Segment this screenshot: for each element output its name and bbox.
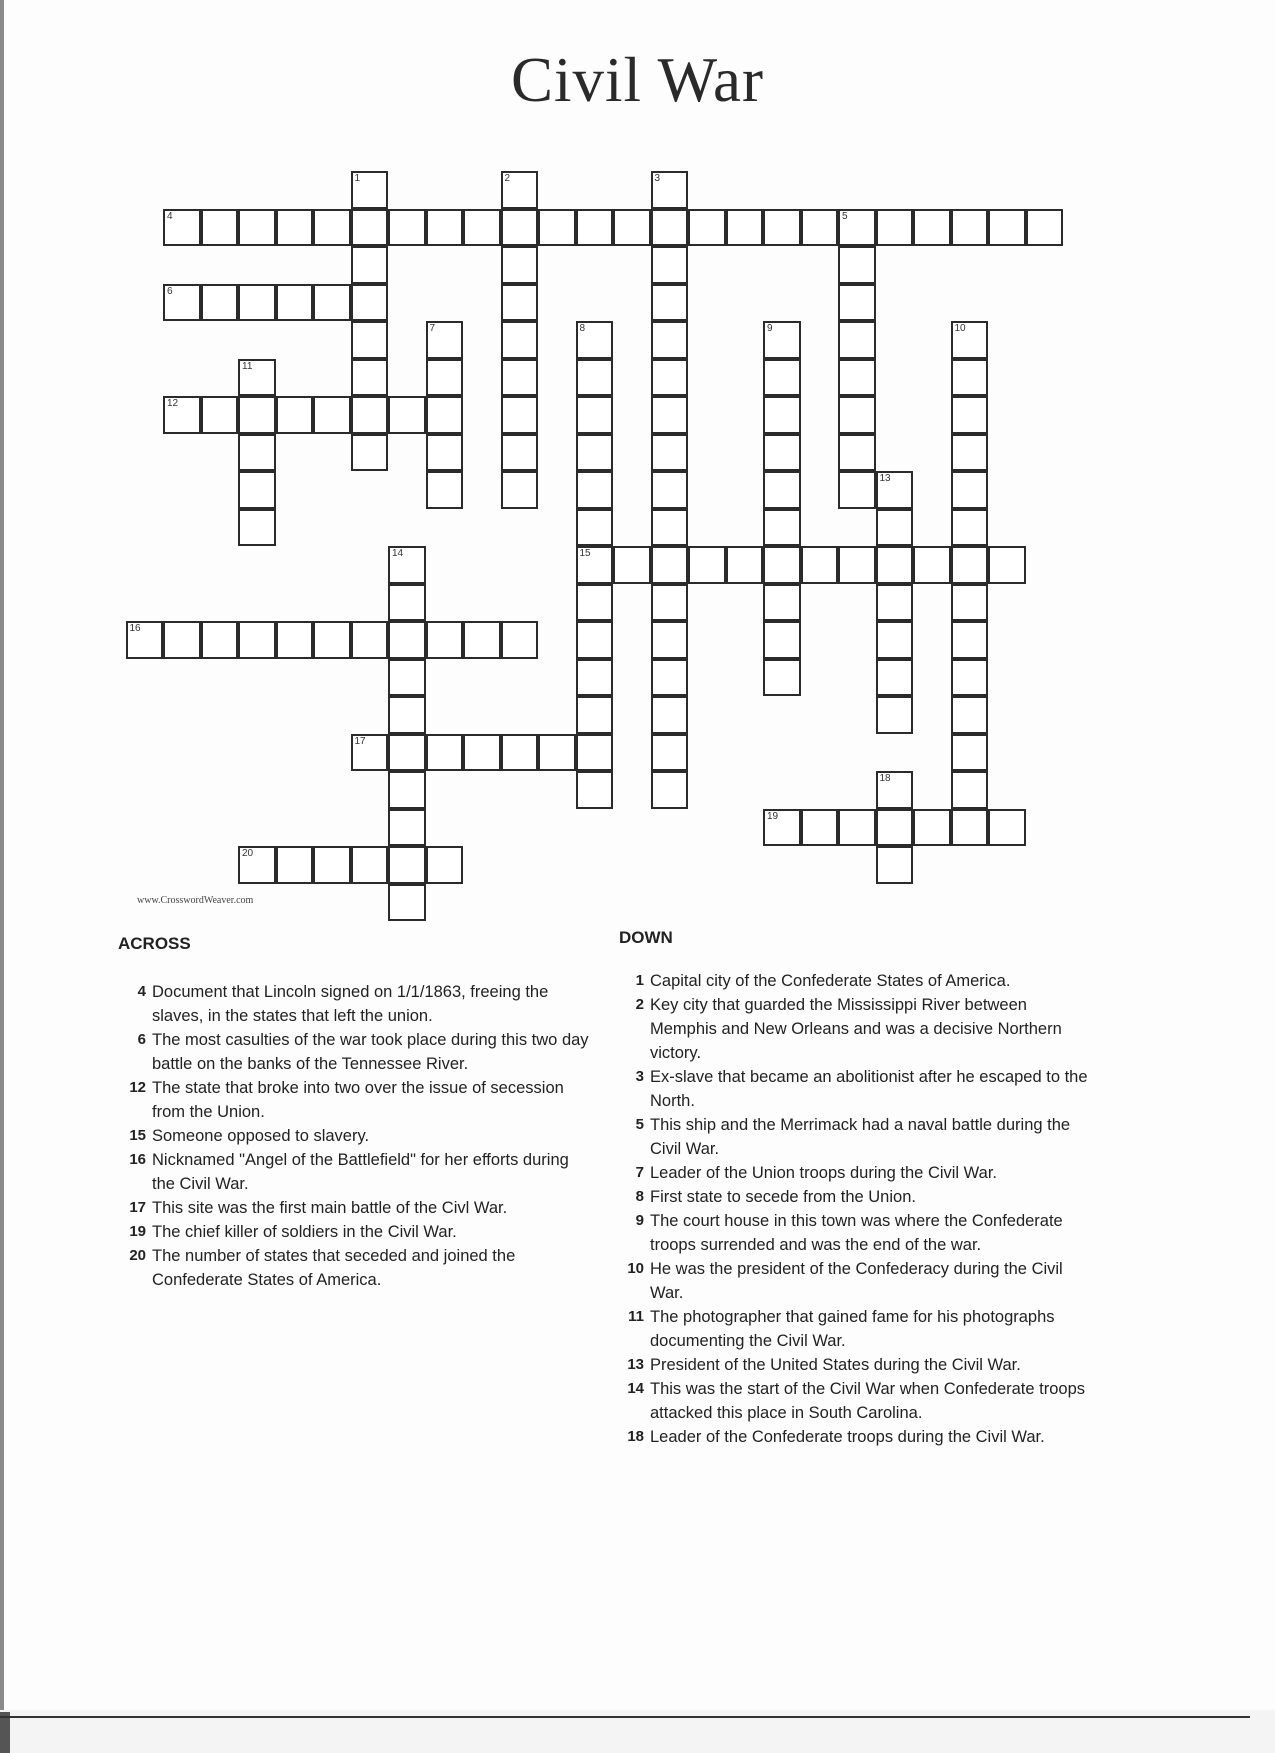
clue-text: Ex-slave that became an abolitionist after he escaped to the North. (650, 1068, 1088, 1110)
grid-cell[interactable] (763, 659, 801, 697)
clue-number: 8 (635, 1188, 644, 1205)
down-clue (618, 1425, 1096, 1449)
grid-cell[interactable] (201, 284, 239, 322)
grid-cell[interactable] (313, 284, 351, 322)
grid-cell[interactable] (276, 396, 314, 434)
grid-cell[interactable] (163, 621, 201, 659)
clue-number-label: 9 (767, 323, 773, 334)
clue-number-label: 2 (504, 173, 511, 184)
grid-cell[interactable] (201, 621, 239, 659)
clue-text: The chief killer of soldiers in the Civil War. (152, 1223, 457, 1241)
clue-number-label: 3 (654, 173, 661, 184)
grid-cell[interactable] (726, 546, 764, 584)
grid-cell[interactable] (163, 209, 201, 247)
clue-text: The most casulties of the war took place during this two day battle on the banks of the Tennessee River. (152, 1031, 589, 1073)
grid-cell[interactable] (763, 546, 801, 584)
grid-cell[interactable] (351, 621, 389, 659)
grid-cell[interactable] (651, 471, 689, 509)
clue-number: 11 (628, 1308, 644, 1325)
grid-cell[interactable] (388, 584, 426, 622)
grid-cell[interactable] (951, 659, 989, 697)
clue-number: 1 (635, 972, 644, 989)
grid-cell[interactable] (801, 809, 839, 847)
grid-cell[interactable] (576, 434, 614, 472)
clue-number: 10 (627, 1260, 644, 1277)
grid-cell[interactable] (651, 584, 689, 622)
grid-cell[interactable] (951, 321, 989, 359)
clue-text: Key city that guarded the Mississippi River between Memphis and New Orleans and was a decisive Northern victory. (650, 996, 1062, 1062)
grid-cell[interactable] (388, 659, 426, 697)
clue-text: Document that Lincoln signed on 1/1/1863, freeing the slaves, in the states that left the union. (152, 983, 549, 1025)
grid-cell[interactable] (501, 246, 539, 284)
grid-cell[interactable] (651, 209, 689, 247)
grid-cell[interactable] (838, 321, 876, 359)
clue-text: The number of states that seceded and joined the Confederate States of America. (152, 1247, 516, 1289)
grid-cell[interactable] (576, 734, 614, 772)
down-clue (618, 1377, 1096, 1425)
clue-number-label: 14 (392, 548, 404, 559)
grid-cell[interactable] (651, 246, 689, 284)
grid-cell[interactable] (351, 396, 389, 434)
clue-number: 2 (635, 996, 644, 1013)
grid-cell[interactable] (201, 209, 239, 247)
clue-number: 6 (137, 1031, 146, 1048)
grid-cell[interactable] (838, 809, 876, 847)
grid-cell[interactable] (651, 621, 689, 659)
grid-cell[interactable] (388, 809, 426, 847)
grid-cell[interactable] (726, 209, 764, 247)
clue-number-label: 17 (354, 735, 366, 747)
grid-cell[interactable] (576, 546, 614, 584)
down-clue (618, 1185, 1096, 1209)
down-clue (618, 1353, 1096, 1377)
grid-cell[interactable] (238, 284, 276, 322)
clue-number-label: 5 (842, 210, 848, 222)
grid-cell[interactable] (538, 734, 576, 772)
across-clue (120, 1196, 590, 1220)
grid-cell[interactable] (876, 621, 914, 659)
grid-cell[interactable] (238, 846, 276, 884)
grid-cell[interactable] (651, 434, 689, 472)
grid-cell[interactable] (613, 209, 651, 247)
scan-bottom-bar (0, 1712, 1275, 1753)
grid-cell[interactable] (951, 359, 989, 397)
grid-cell[interactable] (576, 209, 614, 247)
grid-cell[interactable] (688, 209, 726, 247)
clue-number-label: 13 (879, 473, 891, 484)
grid-cell[interactable] (388, 846, 426, 884)
grid-cell[interactable] (763, 509, 801, 547)
grid-cell[interactable] (201, 396, 239, 434)
grid-cell[interactable] (651, 321, 689, 359)
grid-cell[interactable] (876, 546, 914, 584)
grid-cell[interactable] (576, 621, 614, 659)
grid-cell[interactable] (951, 396, 989, 434)
down-clue (618, 1305, 1096, 1353)
grid-cell[interactable] (951, 209, 989, 247)
grid-cell[interactable] (763, 809, 801, 847)
grid-cell[interactable] (238, 509, 276, 547)
down-clue (618, 1257, 1096, 1305)
grid-cell[interactable] (276, 209, 314, 247)
clue-text: Someone opposed to slavery. (152, 1127, 370, 1145)
grid-cell[interactable] (238, 209, 276, 247)
grid-cell[interactable] (388, 884, 426, 922)
down-heading: DOWN (619, 928, 673, 947)
grid-cell[interactable] (501, 621, 539, 659)
grid-cell[interactable] (388, 621, 426, 659)
grid-cell[interactable] (238, 471, 276, 509)
grid-cell[interactable] (876, 771, 914, 809)
grid-cell[interactable] (426, 209, 464, 247)
clue-number-label: 6 (167, 285, 173, 297)
grid-cell[interactable] (838, 284, 876, 322)
grid-cell[interactable] (651, 696, 689, 734)
grid-cell[interactable] (351, 209, 389, 247)
grid-cell[interactable] (276, 621, 314, 659)
grid-cell[interactable] (951, 509, 989, 547)
grid-cell[interactable] (988, 546, 1026, 584)
clue-number: 17 (129, 1199, 146, 1216)
grid-cell[interactable] (876, 659, 914, 697)
clue-number: 20 (129, 1247, 146, 1264)
clue-number-label: 20 (242, 848, 254, 859)
grid-cell[interactable] (501, 434, 539, 472)
clue-number-label: 1 (354, 173, 361, 184)
grid-cell[interactable] (951, 771, 989, 809)
grid-cell[interactable] (988, 809, 1026, 847)
clue-number: 7 (635, 1164, 644, 1181)
grid-cell[interactable] (913, 209, 951, 247)
bottom-rule (0, 1716, 1250, 1718)
clue-number: 5 (635, 1116, 644, 1133)
across-heading: ACROSS (118, 934, 191, 953)
down-clue (618, 993, 1096, 1065)
clue-number-label: 8 (579, 323, 586, 334)
clue-text: This was the start of the Civil War when Confederate troops attacked this place in South Carolina. (650, 1380, 1085, 1422)
grid-cell[interactable] (238, 434, 276, 472)
grid-cell[interactable] (763, 584, 801, 622)
grid-cell[interactable] (951, 471, 989, 509)
grid-cell[interactable] (463, 734, 501, 772)
grid-cell[interactable] (576, 584, 614, 622)
grid-cell[interactable] (801, 546, 839, 584)
grid-cell[interactable] (838, 546, 876, 584)
grid-cell[interactable] (876, 696, 914, 734)
grid-cell[interactable] (838, 359, 876, 397)
clue-number-label: 16 (129, 623, 141, 634)
grid-cell[interactable] (838, 209, 876, 247)
grid-cell[interactable] (351, 321, 389, 359)
grid-cell[interactable] (463, 621, 501, 659)
clue-text: This ship and the Merrimack had a naval battle during the Civil War. (650, 1116, 1071, 1158)
across-clue-list (120, 980, 590, 1292)
grid-cell[interactable] (838, 471, 876, 509)
clue-text: The state that broke into two over the issue of secession from the Union. (152, 1079, 564, 1121)
grid-cell[interactable] (763, 434, 801, 472)
grid-cell[interactable] (876, 809, 914, 847)
clue-text: Capital city of the Confederate States of America. (650, 972, 1011, 990)
grid-cell[interactable] (651, 546, 689, 584)
clue-number: 18 (627, 1428, 644, 1445)
clue-number: 15 (129, 1127, 146, 1144)
down-clue (618, 1161, 1096, 1185)
clue-number-label: 19 (767, 810, 779, 822)
grid-cell[interactable] (876, 209, 914, 247)
clue-text: President of the United States during the Civil War. (650, 1356, 1021, 1374)
grid-cell[interactable] (388, 771, 426, 809)
clue-text: He was the president of the Confederacy during the Civil War. (650, 1260, 1063, 1302)
down-clue (618, 969, 1096, 993)
down-clue (618, 1113, 1096, 1161)
grid-cell[interactable] (651, 171, 689, 209)
clue-number-label: 12 (167, 398, 179, 409)
clue-text: Leader of the Confederate troops during the Civil War. (650, 1428, 1045, 1446)
grid-cell[interactable] (351, 171, 389, 209)
grid-cell[interactable] (1026, 209, 1064, 247)
grid-cell[interactable] (838, 434, 876, 472)
grid-cell[interactable] (876, 846, 914, 884)
grid-cell[interactable] (426, 434, 464, 472)
grid-cell[interactable] (501, 734, 539, 772)
grid-cell[interactable] (501, 359, 539, 397)
grid-cell[interactable] (501, 321, 539, 359)
grid-cell[interactable] (426, 846, 464, 884)
grid-cell[interactable] (613, 546, 651, 584)
grid-cell[interactable] (238, 621, 276, 659)
grid-cell[interactable] (951, 584, 989, 622)
grid-cell[interactable] (651, 659, 689, 697)
grid-cell[interactable] (763, 321, 801, 359)
grid-cell[interactable] (988, 209, 1026, 247)
grid-cell[interactable] (313, 621, 351, 659)
grid-cell[interactable] (463, 209, 501, 247)
grid-cell[interactable] (576, 509, 614, 547)
clue-number: 14 (627, 1380, 644, 1397)
clue-number-label: 4 (167, 210, 173, 222)
across-clue (120, 1028, 590, 1076)
grid-cell[interactable] (576, 396, 614, 434)
grid-cell[interactable] (801, 209, 839, 247)
grid-cell[interactable] (351, 734, 389, 772)
grid-cell[interactable] (951, 809, 989, 847)
clue-number: 16 (129, 1151, 146, 1168)
grid-cell[interactable] (388, 396, 426, 434)
grid-cell[interactable] (651, 396, 689, 434)
grid-cell[interactable] (651, 771, 689, 809)
grid-cell[interactable] (351, 359, 389, 397)
clue-number: 13 (627, 1356, 644, 1373)
clue-number: 19 (129, 1223, 146, 1240)
clue-number: 9 (635, 1212, 644, 1229)
grid-cell[interactable] (501, 471, 539, 509)
grid-cell[interactable] (351, 246, 389, 284)
grid-cell[interactable] (351, 284, 389, 322)
clue-number-label: 18 (879, 773, 891, 784)
grid-cell[interactable] (763, 396, 801, 434)
grid-cell[interactable] (763, 209, 801, 247)
grid-cell[interactable] (426, 396, 464, 434)
grid-cell[interactable] (426, 734, 464, 772)
grid-cell[interactable] (501, 209, 539, 247)
clue-number: 12 (129, 1079, 146, 1096)
grid-cell[interactable] (238, 396, 276, 434)
grid-cell[interactable] (163, 396, 201, 434)
grid-cell[interactable] (163, 284, 201, 322)
clue-number: 3 (635, 1068, 644, 1085)
grid-cell[interactable] (388, 734, 426, 772)
grid-cell[interactable] (876, 584, 914, 622)
clue-number-label: 7 (429, 323, 436, 334)
page-title: Civil War (510, 45, 764, 115)
grid-cell[interactable] (951, 734, 989, 772)
grid-cell[interactable] (651, 359, 689, 397)
grid-cell[interactable] (126, 621, 164, 659)
across-clue (120, 1076, 590, 1124)
grid-cell[interactable] (951, 434, 989, 472)
clue-text: This site was the first main battle of the Civl War. (152, 1199, 508, 1217)
grid-cell[interactable] (576, 696, 614, 734)
grid-cell[interactable] (651, 734, 689, 772)
clue-text: The photographer that gained fame for his photographs documenting the Civil War. (650, 1308, 1055, 1350)
grid-cell[interactable] (951, 621, 989, 659)
grid-cell[interactable] (951, 696, 989, 734)
grid-cell[interactable] (876, 471, 914, 509)
clue-number: 4 (137, 983, 146, 1000)
clue-number-label: 15 (579, 548, 591, 559)
across-clue (120, 1244, 590, 1292)
grid-cell[interactable] (426, 359, 464, 397)
source-credit: www.CrosswordWeaver.com (137, 895, 254, 906)
grid-cell[interactable] (576, 771, 614, 809)
grid-cell[interactable] (276, 846, 314, 884)
grid-cell[interactable] (576, 359, 614, 397)
across-clue (120, 1220, 590, 1244)
grid-cell[interactable] (651, 284, 689, 322)
grid-cell[interactable] (576, 659, 614, 697)
clue-text: The court house in this town was where the Confederate troops surrended and was the end of the war. (650, 1212, 1063, 1254)
grid-cell[interactable] (576, 471, 614, 509)
grid-cell[interactable] (313, 209, 351, 247)
across-clue (120, 1124, 590, 1148)
across-clue (120, 980, 590, 1028)
grid-cell[interactable] (688, 546, 726, 584)
grid-cell[interactable] (913, 546, 951, 584)
grid-cell[interactable] (388, 209, 426, 247)
grid-cell[interactable] (501, 284, 539, 322)
grid-cell[interactable] (763, 621, 801, 659)
grid-cell[interactable] (276, 284, 314, 322)
grid-cell[interactable] (351, 846, 389, 884)
grid-cell[interactable] (426, 471, 464, 509)
grid-cell[interactable] (388, 546, 426, 584)
grid-cell[interactable] (576, 321, 614, 359)
clue-number-label: 11 (242, 360, 253, 372)
grid-cell[interactable] (238, 359, 276, 397)
down-clue-list (618, 969, 1096, 1449)
grid-cell[interactable] (313, 846, 351, 884)
clue-text: First state to secede from the Union. (650, 1188, 916, 1206)
grid-cell[interactable] (876, 509, 914, 547)
grid-cell[interactable] (426, 621, 464, 659)
grid-cell[interactable] (538, 209, 576, 247)
grid-cell[interactable] (313, 396, 351, 434)
down-clue (618, 1209, 1096, 1257)
grid-cell[interactable] (838, 246, 876, 284)
grid-cell[interactable] (426, 321, 464, 359)
grid-cell[interactable] (951, 546, 989, 584)
clue-text: Nicknamed "Angel of the Battlefield" for her efforts during the Civil War. (152, 1151, 569, 1193)
clue-text: Leader of the Union troops during the Civil War. (650, 1164, 997, 1182)
grid-cell[interactable] (763, 359, 801, 397)
clue-number-label: 10 (954, 323, 966, 334)
grid-cell[interactable] (913, 809, 951, 847)
across-clue (120, 1148, 590, 1196)
grid-cell[interactable] (763, 471, 801, 509)
grid-cell[interactable] (651, 509, 689, 547)
grid-cell[interactable] (388, 696, 426, 734)
grid-cell[interactable] (351, 434, 389, 472)
grid-cell[interactable] (501, 171, 539, 209)
down-clue (618, 1065, 1096, 1113)
grid-cell[interactable] (501, 396, 539, 434)
grid-cell[interactable] (838, 396, 876, 434)
